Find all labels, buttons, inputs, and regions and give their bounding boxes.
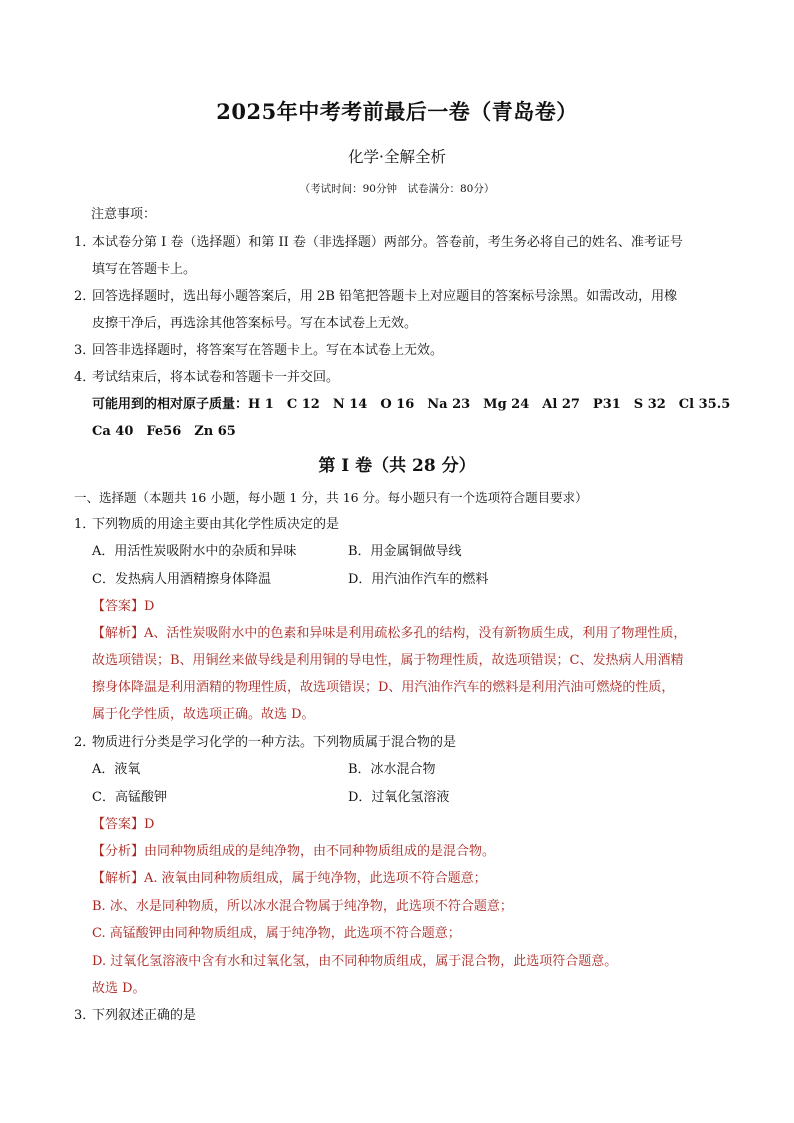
option-a: A．液氧 [92,762,141,777]
section-title: 第 I 卷（共 28 分） [318,456,476,476]
answer-tag: 【答案】 [92,817,145,832]
option-a: A．用活性炭吸附水中的杂质和异味 [92,544,297,559]
note-text-continued: 皮擦干净后，再选涂其他答案标号。写在本试卷上无效。 [92,316,418,331]
option-b: B．冰水混合物 [348,762,436,777]
analysis-tag: 【解析】 [92,871,145,886]
analysis-text: 属于化学性质，故选项正确。故选 D。 [92,707,315,722]
note-item [74,369,339,387]
fenxi-line [92,843,495,861]
fenxi-tag: 【分析】 [92,844,145,859]
question-text: 下列物质的用途主要由其化学性质决定的是 [92,517,340,532]
analysis-text: 故选 D。 [92,981,146,996]
question-number: 3． [74,1008,96,1023]
note-item [74,342,443,360]
question-stem [74,1007,196,1025]
analysis-text: B. 冰、水是同种物质，所以冰水混合物属于纯净物，此选项不符合题意； [92,899,513,914]
note-item [74,288,677,306]
analysis-text: 故选项错误；B、用铜丝来做导线是利用铜的导电性，属于物理性质，故选项错误；C、发热病人用酒精 [92,653,684,668]
answer-line [92,816,154,834]
note-number: 3． [74,343,96,358]
analysis-text: D. 过氧化氢溶液中含有水和过氧化氢，由不同种物质组成，属于混合物，此选项符合题意。 [92,954,618,969]
note-number: 2． [74,289,96,304]
atomic-masses: 可能用到的相对原子质量：H 1 C 12 N 14 O 16 Na 23 Mg 24 Al 27 P31 S 32 Cl 35.5 [92,397,731,412]
question-number: 2． [74,735,96,750]
option-d: D．过氧化氢溶液 [348,790,450,805]
section-instruction: 一、选择题（本题共 16 小题，每小题 1 分，共 16 分。每小题只有一个选项符合题目要求） [74,490,588,505]
analysis-text: A. 液氧由同种物质组成，属于纯净物，此选项不符合题意； [144,871,487,886]
analysis-text: A、活性炭吸附水中的色素和异味是利用疏松多孔的结构，没有新物质生成，利用了物理性质， [144,626,687,641]
analysis-line [92,625,686,643]
question-stem [74,516,339,534]
note-number: 1． [74,235,96,250]
page-subtitle: 化学·全解全析 [348,148,446,166]
note-text-continued: 填写在答题卡上。 [92,262,197,277]
option-d: D．用汽油作汽车的燃料 [348,572,489,587]
question-number: 1． [74,517,96,532]
page-title: 2025年中考考前最后一卷（青岛卷） [216,99,578,124]
answer-line [92,598,154,616]
question-stem [74,734,456,752]
answer-tag: 【答案】 [92,599,145,614]
note-item [74,234,683,252]
note-text: 本试卷分第 I 卷（选择题）和第 II 卷（非选择题）两部分。答卷前，考生务必将自己的姓名、准考证号 [92,235,683,250]
answer-value: D [144,599,155,614]
note-text: 回答选择题时，选出每小题答案后，用 2B 铅笔把答题卡上对应题目的答案标号涂黑。如需改动，用橡 [92,289,678,304]
note-number: 4． [74,370,96,385]
option-c: C．高锰酸钾 [92,790,167,805]
question-text: 物质进行分类是学习化学的一种方法。下列物质属于混合物的是 [92,735,457,750]
analysis-text: 擦身体降温是利用酒精的物理性质，故选项错误；D、用汽油作汽车的燃料是利用汽油可燃烧的性质， [92,680,675,695]
option-c: C．发热病人用酒精擦身体降温 [92,572,271,587]
answer-value: D [144,817,155,832]
question-text: 下列叙述正确的是 [92,1008,197,1023]
exam-time-info: （考试时间：90分钟 试卷满分：80分） [299,183,495,195]
note-text: 考试结束后，将本试卷和答题卡一并交回。 [92,370,340,385]
note-text: 回答非选择题时，将答案写在答题卡上。写在本试卷上无效。 [92,343,444,358]
analysis-line [92,870,487,888]
option-b: B．用金属铜做导线 [348,544,462,559]
analysis-text: C. 高锰酸钾由同种物质组成，属于纯净物，此选项不符合题意； [92,926,461,941]
analysis-tag: 【解析】 [92,626,145,641]
fenxi-text: 由同种物质组成的是纯净物，由不同种物质组成的是混合物。 [144,844,496,859]
notes-heading: 注意事项： [91,207,157,222]
atomic-masses-continued: Ca 40 Fe56 Zn 65 [92,424,236,439]
